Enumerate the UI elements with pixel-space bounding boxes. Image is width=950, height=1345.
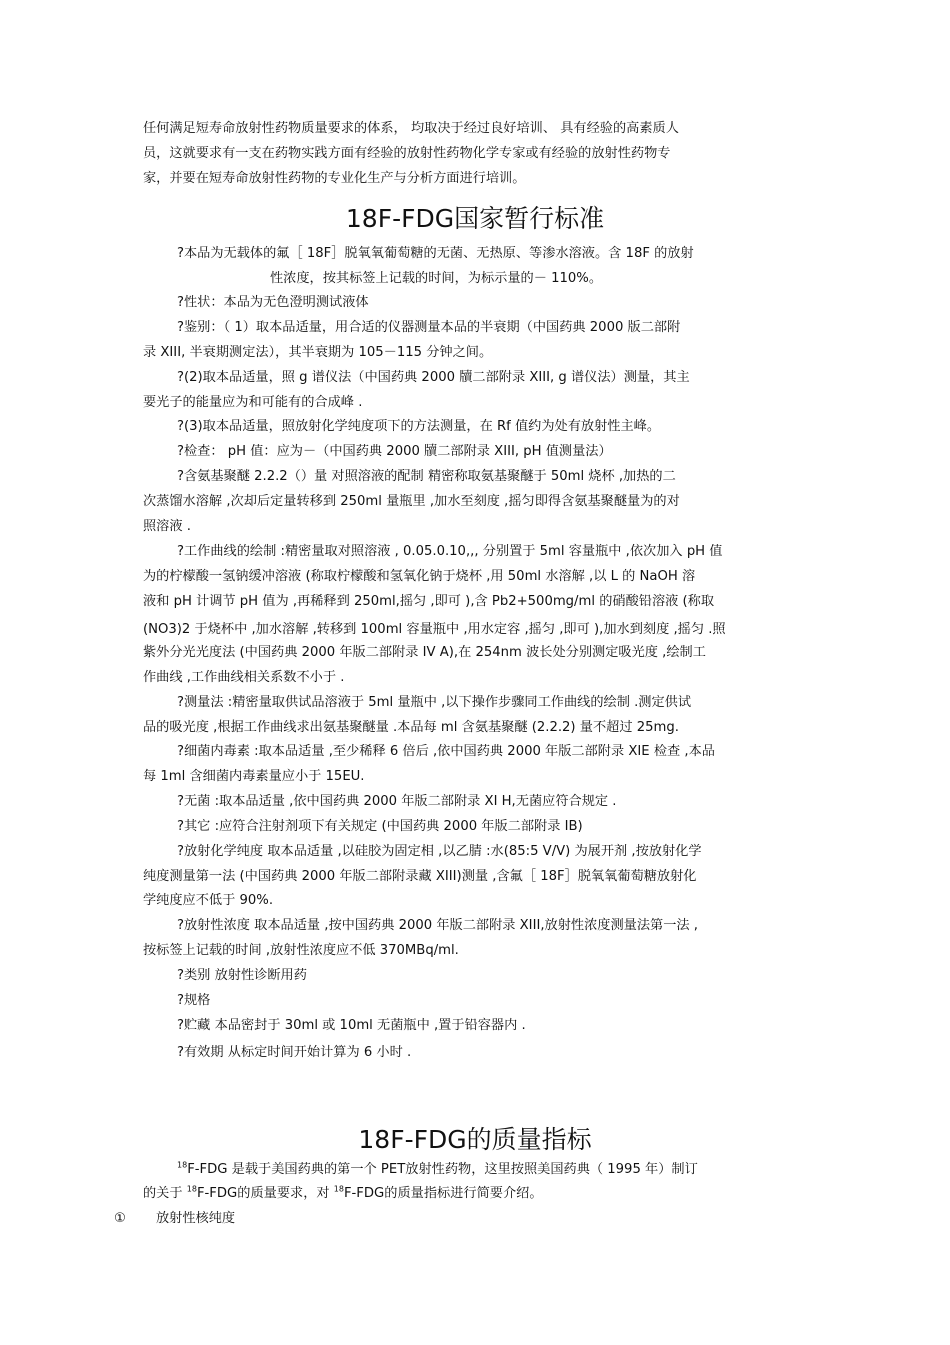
isotope-superscript: 18 [333,1184,344,1194]
standard-line: ?本品为无载体的氟［ 18F］脱氧氧葡萄糖的无菌、无热原、等渗水溶液。含 18F 的放射 [177,246,694,261]
standard-line: ?类别 放射性诊断用药 [177,968,307,983]
standard-line: (NO3)2 于烧杯中 ,加水溶解 ,转移到 100ml 容量瓶中 ,用水定容 ,摇匀 ,即可 ),加水到刻度 ,摇匀 .照 [143,622,726,637]
standard-line: ?其它 :应符合注射剂项下有关规定 (中国药典 2000 年版二部附录 IB) [177,819,583,834]
intro-line-1: 任何满足短寿命放射性药物质量要求的体系， 均取决于经过良好培训、 具有经验的高素质人 [143,121,679,136]
standard-line: 要光子的能量应为和可能有的合成峰 . [143,395,363,410]
standard-line: 液和 pH 计调节 pH 值为 ,再稀释到 250ml,摇匀 ,即可 ),含 Pb2+500mg/ml 的硝酸铅溶液 (称取 [143,594,715,609]
standard-line: 性浓度，按其标签上记载的时间，为标示量的－ 110%。 [270,271,603,286]
quality-line-1-text: F-FDG 是载于美国药典的第一个 PET放射性药物，这里按照美国药典（ 1995 年）制订 [187,1162,698,1177]
quality-paragraph-line-2 [143,1185,813,1203]
isotope-superscript: 18 [177,1160,188,1170]
standard-line: 次蒸馏水溶解 ,次却后定量转移到 250ml 量瓶里 ,加水至刻度 ,摇匀即得含氨基聚醚量为的对 [143,494,680,509]
standard-line: 紫外分光光度法 (中国药典 2000 年版二部附录 IV A),在 254nm 波长处分别测定吸光度 ,绘制工 [143,645,706,660]
section-title-quality: 18F-FDG的质量指标 [358,1125,592,1154]
standard-line: 纯度测量第一法 (中国药典 2000 年版二部附录藏 XIII)测量 ,含氟［ 18F］脱氧氧葡萄糖放射化 [143,869,697,884]
standard-line: ?细菌内毒素 :取本品适量 ,至少稀释 6 倍后 ,依中国药典 2000 年版二部附录 XIE 检查 ,本品 [177,744,715,759]
quality-line-2-a: 的关于 [143,1186,187,1201]
standard-line: ?无菌 :取本品适量 ,依中国药典 2000 年版二部附录 XI H,无菌应符合规定 . [177,794,617,809]
standard-line: ?工作曲线的绘制 :精密量取对照溶液 , 0.05.0.10,,, 分别置于 5ml 容量瓶中 ,依次加入 pH 值 [177,544,723,559]
standard-line: 作曲线 ,工作曲线相关系数不小于 . [143,670,345,685]
standard-line: ?放射化学纯度 取本品适量 ,以硅胶为固定相 ,以乙腈 :水(85:5 V/V) 为展开剂 ,按放射化学 [177,844,702,859]
standard-line: ?性状：本品为无色澄明测试液体 [177,295,369,310]
quality-line-2-c: F-FDG的质量指标进行简要介绍。 [343,1186,543,1201]
standard-line: ?贮藏 本品密封于 30ml 或 10ml 无菌瓶中 ,置于铅容器内 . [177,1018,526,1033]
list-item-marker: ① [114,1211,126,1226]
standard-line: ?有效期 从标定时间开始计算为 6 小时 . [177,1045,412,1060]
standard-line: ?检查： pH 值：应为－（中国药典 2000 牘二部附录 XIII, pH 值测量法） [177,444,612,459]
standard-line: 品的吸光度 ,根据工作曲线求出氨基聚醚量 .本品每 ml 含氨基聚醚 (2.2.2) 量不超过 25mg. [143,720,679,735]
intro-line-3: 家，并要在短寿命放射性药物的专业化生产与分析方面进行培训。 [143,171,526,186]
standard-line: ?(3)取本品适量，照放射化学纯度项下的方法测量，在 Rf 值约为处有放射性主峰。 [177,419,661,434]
standard-line: ?含氨基聚醚 2.2.2（）量 对照溶液的配制 精密称取氨基聚醚于 50ml 烧杯 ,加热的二 [177,469,676,484]
section-title-standard: 18F-FDG国家暂行标准 [345,204,605,233]
standard-line: 为的柠檬酸一氢钠缓冲溶液 (称取柠檬酸和氢氧化钠于烧杯 ,用 50ml 水溶解 ,以 L 的 NaOH 溶 [143,569,696,584]
standard-line: ?(2)取本品适量，照 g 谱仪法（中国药典 2000 牘二部附录 XIII, g 谱仪法）测量，其主 [177,370,690,385]
quality-paragraph-line-1 [177,1161,813,1179]
standard-line: ?规格 [177,993,211,1008]
isotope-superscript: 18 [186,1184,197,1194]
quality-line-2-b: F-FDG的质量要求，对 [196,1186,334,1201]
standard-line: 每 1ml 含细菌内毒素量应小于 15EU. [143,769,365,784]
standard-line: 学纯度应不低于 90%. [143,893,274,908]
intro-line-2: 员，这就要求有一支在药物实践方面有经验的放射性药物化学专家或有经验的放射性药物专 [143,146,671,161]
standard-line: ?鉴别：（ 1）取本品适量，用合适的仪器测量本品的半衰期（中国药典 2000 版二部附 [177,320,681,335]
standard-line: 照溶液 . [143,519,191,534]
standard-line: ?测量法 :精密量取供试品溶液于 5ml 量瓶中 ,以下操作步骤同工作曲线的绘制 .测定供试 [177,695,692,710]
standard-line: 按标签上记载的时间 ,放射性浓度应不低 370MBq/ml. [143,943,459,958]
list-item-label: 放射性核纯度 [156,1211,236,1226]
standard-line: 录 XIII, 半衰期测定法），其半衰期为 105－115 分钟之间。 [143,345,493,360]
standard-line: ?放射性浓度 取本品适量 ,按中国药典 2000 年版二部附录 XIII,放射性浓度测量法第一法 , [177,918,698,933]
